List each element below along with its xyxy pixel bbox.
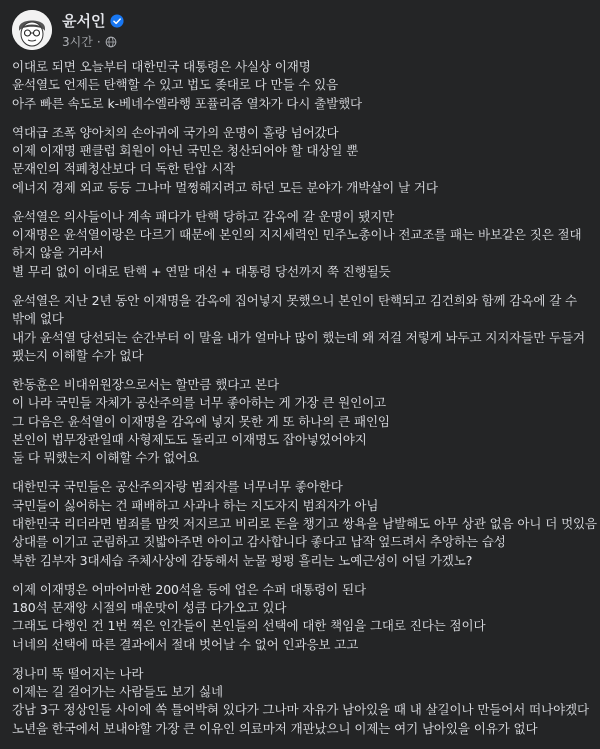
globe-icon[interactable] — [105, 36, 117, 48]
text-line: 이제는 길 걸어가는 사람들도 보기 싫네 — [12, 684, 223, 700]
meta-separator: · — [96, 34, 101, 49]
paragraph-8 — [12, 665, 590, 738]
text-line: 내가 윤석열 당선되는 순간부터 이 말을 내가 얼마나 많이 했는데 왜 저걸 저렇게 놔두고 지지자들만 두들겨팼는지 이해할 수가 없다 — [12, 329, 586, 363]
post-header — [12, 10, 124, 50]
text-line: 이제 이재명 팬클럽 회원이 아닌 국민은 청산되어야 할 대상일 뿐 — [12, 143, 359, 159]
verified-badge-icon — [110, 14, 124, 28]
text-line: 역대급 조폭 양아치의 손아귀에 국가의 운명이 홀랑 넘어갔다 — [12, 124, 339, 140]
paragraph-2 — [12, 124, 590, 197]
text-line: 에너지 경제 외교 등등 그나마 멀쩡해지려고 하던 모든 분야가 개박살이 날 거다 — [12, 179, 438, 195]
text-line: 대한민국 리더라면 범죄를 맘껏 저지르고 비리로 돈을 챙기고 쌍욕을 남발해도 아무 상관 없음 아니 더 멋있음 — [12, 515, 598, 531]
text-line: 문재인의 적폐청산보다 더 독한 탄압 시작 — [12, 161, 235, 177]
author-name[interactable]: 윤서인 — [62, 12, 106, 30]
paragraph-7 — [12, 581, 590, 654]
name-row — [62, 10, 124, 31]
text-line: 별 무리 없이 이대로 탄핵 + 연말 대선 + 대통령 당선까지 쭉 진행될듯 — [12, 263, 391, 279]
text-line: 그 다음은 윤석열이 이재명을 감옥에 넣지 못한 게 또 하나의 큰 패인임 — [12, 413, 390, 429]
text-line: 윤석열은 지난 2년 동안 이재명을 감옥에 집어넣지 못했으니 본인이 탄핵되고 김건희와 함께 감옥에 갈 수 밖에 없다 — [12, 292, 578, 327]
cartoon-face-icon — [12, 10, 52, 50]
post-time[interactable]: 3시간 — [62, 35, 93, 49]
text-line: 그래도 다행인 건 1번 찍은 인간들이 본인들의 선택에 대한 책임을 그대로 진다는 점이다 — [12, 618, 486, 634]
paragraph-5 — [12, 376, 590, 467]
text-line: 한동훈은 비대위원장으로서는 할만큼 했다고 본다 — [12, 377, 279, 393]
avatar[interactable] — [12, 10, 52, 50]
post-meta — [62, 10, 124, 50]
paragraph-6 — [12, 478, 598, 569]
text-line: 이재명은 윤석열이랑은 다르기 때문에 본인의 지지세력인 민주노총이나 전교조를 패는 바보같은 짓은 절대 하지 않을 거라서 — [12, 227, 582, 261]
time-row — [62, 33, 124, 50]
text-line: 이 나라 국민들 자체가 공산주의를 너무 좋아하는 게 가장 큰 원인이고 — [12, 395, 387, 411]
text-line: 이제 이재명은 어마어마한 200석을 등에 업은 수퍼 대통령이 된다 — [12, 581, 366, 597]
text-line: 노년을 한국에서 보내야할 가장 큰 이유인 의료마저 개판났으니 이제는 여기 남아있을 이유가 없다 — [12, 720, 538, 736]
text-line: 이대로 되면 오늘부터 대한민국 대통령은 사실상 이재명 — [12, 59, 311, 74]
text-line: 북한 김부자 3대세습 주체사상에 감동해서 눈물 펑펑 흘리는 노예근성이 어딜 가겠노? — [12, 552, 473, 568]
text-line: 윤석열도 언제든 탄핵할 수 있고 법도 좆대로 다 만들 수 있음 — [12, 77, 339, 93]
text-line: 너네의 선택에 따른 결과에서 절대 벗어날 수 없어 인과응보 고고 — [12, 636, 359, 652]
paragraph-1 — [12, 58, 590, 113]
paragraph-4 — [12, 292, 590, 365]
text-line: 둘 다 뭐했는지 이해할 수가 없어요 — [12, 450, 200, 466]
text-line: 윤석열은 의사들이나 계속 패다가 탄핵 당하고 감옥에 갈 운명이 됐지만 — [12, 208, 395, 224]
text-line: 본인이 법무장관일때 사형제도도 돌리고 이재명도 잡아넣었어야지 — [12, 431, 367, 447]
post-body — [12, 58, 598, 749]
text-line: 정나미 뚝 떨어지는 나라 — [12, 665, 144, 681]
text-line: 강남 3구 정상인들 사이에 쏙 틀어박혀 있다가 그나마 자유가 남아있을 때 내 살길이나 만들어서 떠나야겠다 — [12, 702, 590, 718]
text-line: 아주 빠른 속도로 k-베네수엘라행 포퓰리즘 열차가 다시 출발했다 — [12, 95, 363, 111]
paragraph-3 — [12, 208, 590, 281]
text-line: 대한민국 국민들은 공산주의자랑 범죄자를 너무너무 좋아한다 — [12, 479, 343, 495]
text-line: 상대를 이기고 군림하고 짓밟아주면 아이고 감사합니다 좋다고 납작 엎드려서 추앙하는 습성 — [12, 534, 506, 550]
text-line: 국민들이 싫어하는 건 패배하고 사과나 하는 지도자지 범죄자가 아님 — [12, 497, 379, 513]
text-line: 180석 문재앙 시절의 매운맛이 성큼 다가오고 있다 — [12, 600, 287, 616]
